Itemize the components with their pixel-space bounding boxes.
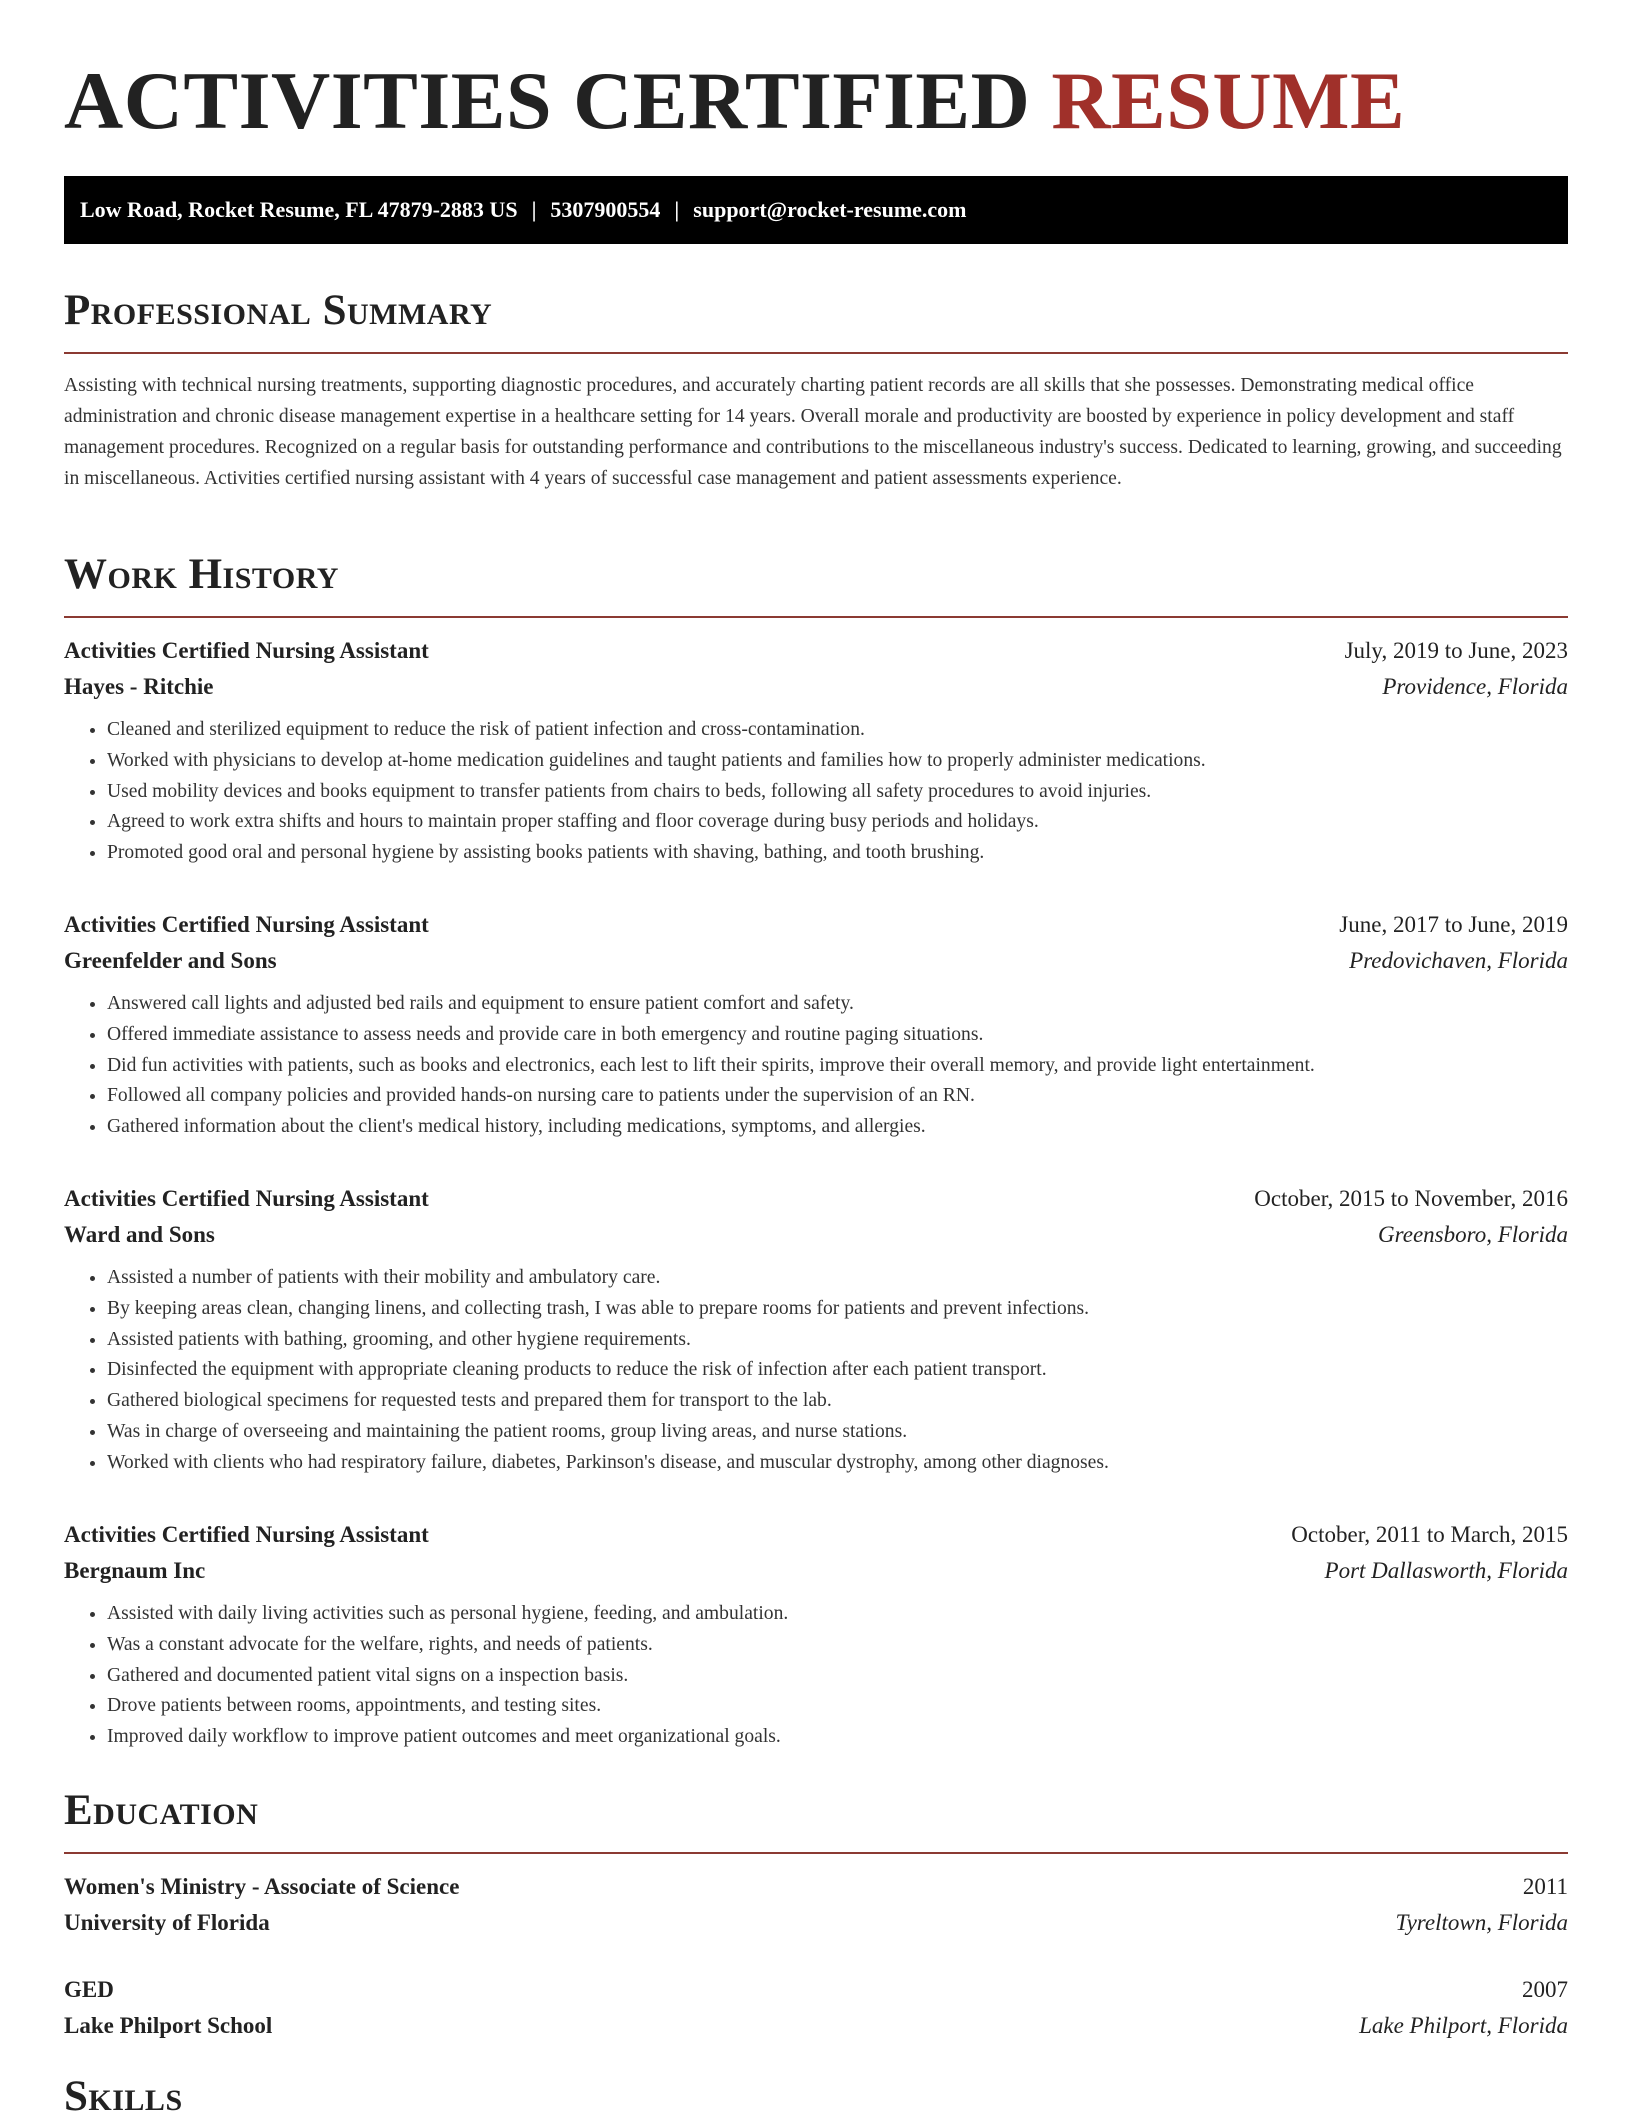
job-title: Activities Certified Nursing Assistant xyxy=(64,638,429,663)
job-duties-list xyxy=(64,1263,1568,1479)
job-company: Bergnaum Inc xyxy=(64,1558,206,1583)
name-main: ACTIVITIES CERTIFIED xyxy=(64,55,1031,146)
job-duty: • Gathered biological specimens for requested tests and prepared them for transport to the lab. xyxy=(107,1386,1568,1417)
job-header-row xyxy=(64,1517,1568,1553)
job-duty: • Gathered and documented patient vital signs on a inspection basis. xyxy=(107,1661,1568,1692)
job-duty: • Promoted good oral and personal hygiene by assisting books patients with shaving, bathing, and tooth brushing. xyxy=(107,838,1568,869)
job-company-row xyxy=(64,1217,1568,1253)
name-accent: RESUME xyxy=(1051,55,1406,146)
education-school-row xyxy=(64,1905,1568,1941)
job-location: Providence, Florida xyxy=(1382,674,1568,699)
job-company: Greenfelder and Sons xyxy=(64,948,277,973)
job-duty: • Followed all company policies and provided hands-on nursing care to patients under the supervision of an RN. xyxy=(107,1081,1568,1112)
work-history-heading: Work History xyxy=(64,551,339,598)
job-dates: July, 2019 to June, 2023 xyxy=(1344,638,1568,663)
education-degree: Women's Ministry - Associate of Science xyxy=(64,1874,460,1899)
job-duty: • Assisted a number of patients with their mobility and ambulatory care. xyxy=(107,1263,1568,1294)
job-duties-list xyxy=(64,989,1568,1143)
contact-bar xyxy=(64,176,1568,244)
education-entry xyxy=(64,1972,1568,2044)
job-duty: • Gathered information about the client's medical history, including medications, symptoms, and allergies. xyxy=(107,1112,1568,1143)
job-duty: • Agreed to work extra shifts and hours to maintain proper staffing and floor coverage during busy periods and holidays. xyxy=(107,807,1568,838)
job-location: Greensboro, Florida xyxy=(1378,1222,1568,1247)
job-duty: • Did fun activities with patients, such as books and electronics, each lest to lift their spirits, improve their overall memory, and provide light entertainment. xyxy=(107,1051,1568,1082)
job-duty: • Drove patients between rooms, appointments, and testing sites. xyxy=(107,1691,1568,1722)
job-header-row xyxy=(64,633,1568,669)
section-divider xyxy=(64,352,1568,354)
contact-separator: | xyxy=(531,197,537,222)
job-company-row xyxy=(64,943,1568,979)
job-duty: • Answered call lights and adjusted bed rails and equipment to ensure patient comfort and safety. xyxy=(107,989,1568,1020)
job-company: Ward and Sons xyxy=(64,1222,215,1247)
education-section xyxy=(64,1786,1568,1854)
job-duties-list xyxy=(64,715,1568,869)
section-divider xyxy=(64,1852,1568,1854)
contact-phone: 5307900554 xyxy=(550,197,661,222)
summary-heading: Professional Summary xyxy=(64,287,493,334)
education-school: Lake Philport School xyxy=(64,2013,273,2038)
job-duty: • Cleaned and sterilized equipment to reduce the risk of patient infection and cross-contamination. xyxy=(107,715,1568,746)
education-school-row xyxy=(64,2008,1568,2044)
education-location: Tyreltown, Florida xyxy=(1395,1910,1568,1935)
job-location: Port Dallasworth, Florida xyxy=(1324,1558,1568,1583)
job-header-row xyxy=(64,1181,1568,1217)
section-divider xyxy=(64,616,1568,618)
education-heading: Education xyxy=(64,1787,259,1834)
education-year: 2007 xyxy=(1522,1977,1568,2002)
education-location: Lake Philport, Florida xyxy=(1359,2013,1568,2038)
job-duty: • Was in charge of overseeing and maintaining the patient rooms, group living areas, and nurse stations. xyxy=(107,1417,1568,1448)
job-entry xyxy=(64,633,1568,869)
education-entry xyxy=(64,1869,1568,1941)
education-header-row xyxy=(64,1869,1568,1905)
contact-email: support@rocket-resume.com xyxy=(693,197,967,222)
job-header-row xyxy=(64,907,1568,943)
job-dates: October, 2011 to March, 2015 xyxy=(1291,1522,1568,1547)
job-dates: June, 2017 to June, 2019 xyxy=(1339,912,1568,937)
job-entry xyxy=(64,907,1568,1143)
job-duty: • Disinfected the equipment with appropriate cleaning products to reduce the risk of infection after each patient transport. xyxy=(107,1355,1568,1386)
job-entry xyxy=(64,1181,1568,1479)
job-duty: • By keeping areas clean, changing linens, and collecting trash, I was able to prepare rooms for patients and prevent infections. xyxy=(107,1294,1568,1325)
job-company-row xyxy=(64,669,1568,705)
job-company: Hayes - Ritchie xyxy=(64,674,214,699)
contact-separator: | xyxy=(674,197,680,222)
job-title: Activities Certified Nursing Assistant xyxy=(64,1522,429,1547)
summary-section xyxy=(64,286,1568,494)
job-title: Activities Certified Nursing Assistant xyxy=(64,1186,429,1211)
work-history-section xyxy=(64,550,1568,618)
job-duties-list xyxy=(64,1599,1568,1753)
job-duty: • Assisted with daily living activities such as personal hygiene, feeding, and ambulation. xyxy=(107,1599,1568,1630)
job-duty: • Offered immediate assistance to assess needs and provide care in both emergency and routine paging situations. xyxy=(107,1020,1568,1051)
contact-address: Low Road, Rocket Resume, FL 47879-2883 US xyxy=(80,197,518,222)
resume-name xyxy=(64,0,1568,146)
job-location: Predovichaven, Florida xyxy=(1349,948,1568,973)
job-duty: • Worked with physicians to develop at-home medication guidelines and taught patients and families how to properly administer medications. xyxy=(107,746,1568,777)
job-entry xyxy=(64,1517,1568,1753)
job-duty: • Improved daily workflow to improve patient outcomes and meet organizational goals. xyxy=(107,1722,1568,1753)
summary-text: Assisting with technical nursing treatments, supporting diagnostic procedures, and accurately charting patient records are all skills that she possesses. Demonstrating medical office administration and chronic disease management expertise in a healthcare setting for 14 years. Overall morale and productivity are boosted by experience in policy development and staff management procedures. Recognized on a regular basis for outstanding performance and contributions to the miscellaneous industry's success. Dedicated to learning, growing, and succeeding in miscellaneous. Activities certified nursing assistant with 4 years of successful case management and patient assessments experience. xyxy=(64,375,1562,489)
skills-heading: Skills xyxy=(64,2073,183,2112)
education-year: 2011 xyxy=(1522,1874,1568,1899)
education-header-row xyxy=(64,1972,1568,2008)
education-school: University of Florida xyxy=(64,1910,270,1935)
job-dates: October, 2015 to November, 2016 xyxy=(1254,1186,1568,1211)
skills-section xyxy=(64,2072,1568,2112)
job-duty: • Used mobility devices and books equipment to transfer patients from chairs to beds, following all safety procedures to avoid injuries. xyxy=(107,777,1568,808)
job-title: Activities Certified Nursing Assistant xyxy=(64,912,429,937)
job-company-row xyxy=(64,1553,1568,1589)
job-duty: • Was a constant advocate for the welfare, rights, and needs of patients. xyxy=(107,1630,1568,1661)
job-duty: • Worked with clients who had respiratory failure, diabetes, Parkinson's disease, and muscular dystrophy, among other diagnoses. xyxy=(107,1448,1568,1479)
job-duty: • Assisted patients with bathing, grooming, and other hygiene requirements. xyxy=(107,1325,1568,1356)
education-degree: GED xyxy=(64,1977,114,2002)
